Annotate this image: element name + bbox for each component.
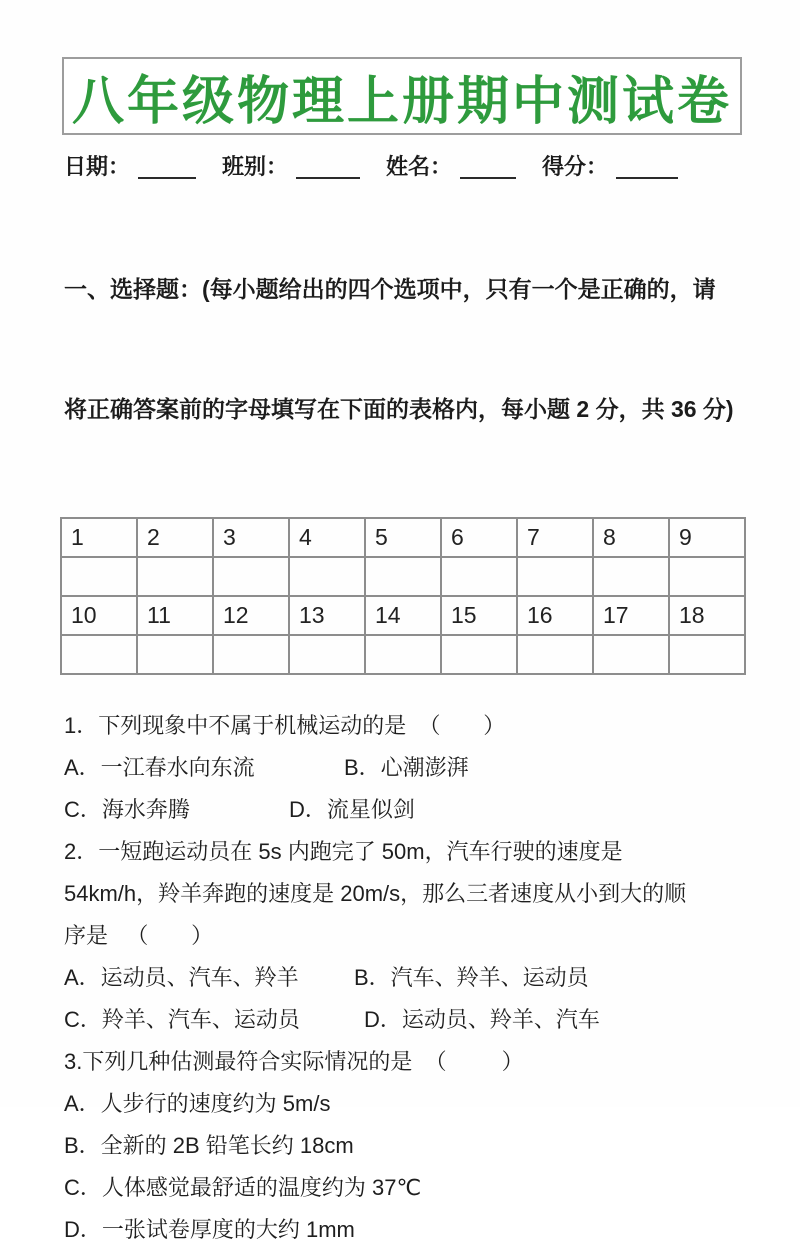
answer-number-cell: 3 xyxy=(213,518,289,557)
answer-blank-cell xyxy=(517,635,593,674)
answer-number-cell: 17 xyxy=(593,596,669,635)
exam-title-box xyxy=(62,57,742,135)
answer-blank-cell xyxy=(593,635,669,674)
answer-blank-cell xyxy=(61,557,137,596)
answer-number-cell: 6 xyxy=(441,518,517,557)
question-3-option-b: B．全新的 2B 铅笔长约 18cm xyxy=(64,1132,354,1158)
question-2-options-ab xyxy=(64,955,752,997)
section-heading-line-2: 将正确答案前的字母填写在下面的表格内，每小题 2 分，共 36 分) xyxy=(64,396,734,422)
answer-number-cell: 15 xyxy=(441,596,517,635)
section-heading-line-1: 一、选择题：(每小题给出的四个选项中，只有一个是正确的，请 xyxy=(64,276,716,302)
answer-blank-cell xyxy=(137,557,213,596)
answer-blank-cell xyxy=(593,557,669,596)
answer-number-cell: 14 xyxy=(365,596,441,635)
question-1-option-b: B．心潮澎湃 xyxy=(344,754,469,780)
answer-number-cell: 16 xyxy=(517,596,593,635)
question-3-option-c: C．人体感觉最舒适的温度约为 37℃ xyxy=(64,1174,422,1200)
answer-number-cell: 4 xyxy=(289,518,365,557)
name-blank xyxy=(460,155,516,179)
questions-section xyxy=(64,703,752,1249)
date-label: 日期： xyxy=(64,154,131,179)
answer-table-blank-row xyxy=(61,635,745,674)
question-3-stem: 3.下列几种估测最符合实际情况的是 （ ） xyxy=(64,1048,524,1074)
answer-blank-cell xyxy=(365,557,441,596)
answer-blank-cell xyxy=(669,635,745,674)
question-1-options-cd xyxy=(64,787,752,829)
answer-number-cell: 12 xyxy=(213,596,289,635)
answer-blank-cell xyxy=(213,557,289,596)
answer-blank-cell xyxy=(137,635,213,674)
answer-blank-cell xyxy=(441,635,517,674)
name-label: 姓名： xyxy=(386,154,453,179)
answer-blank-cell xyxy=(441,557,517,596)
section-heading xyxy=(64,189,744,509)
answer-blank-cell xyxy=(365,635,441,674)
class-blank xyxy=(296,155,360,179)
answer-table-blank-row xyxy=(61,557,745,596)
answer-number-cell: 2 xyxy=(137,518,213,557)
question-1-options-ab xyxy=(64,745,752,787)
question-1-option-a: A．一江春水向东流 xyxy=(64,754,255,780)
student-info-line xyxy=(64,150,800,181)
score-blank xyxy=(616,155,678,179)
question-1-option-d: D．流星似剑 xyxy=(289,796,415,822)
answer-number-cell: 1 xyxy=(61,518,137,557)
question-2-stem-line-2: 54km/h，羚羊奔跑的速度是 20m/s，那么三者速度从小到大的顺 xyxy=(64,880,687,906)
answer-blank-cell xyxy=(517,557,593,596)
class-label: 班别： xyxy=(222,154,289,179)
date-blank xyxy=(138,155,196,179)
answer-number-cell: 13 xyxy=(289,596,365,635)
question-2-stem-line-1: 2．一短跑运动员在 5s 内跑完了 50m，汽车行驶的速度是 xyxy=(64,838,623,864)
answer-table xyxy=(60,517,746,675)
answer-table-number-row xyxy=(61,596,745,635)
answer-number-cell: 8 xyxy=(593,518,669,557)
answer-number-cell: 9 xyxy=(669,518,745,557)
page-title: 八年级物理上册期中测试卷 xyxy=(71,72,732,131)
answer-number-cell: 11 xyxy=(137,596,213,635)
score-label: 得分： xyxy=(542,154,609,179)
answer-blank-cell xyxy=(213,635,289,674)
answer-number-cell: 18 xyxy=(669,596,745,635)
question-2-options-cd xyxy=(64,997,752,1039)
answer-blank-cell xyxy=(61,635,137,674)
answer-number-cell: 7 xyxy=(517,518,593,557)
question-1-option-c: C．海水奔腾 xyxy=(64,796,190,822)
answer-blank-cell xyxy=(289,635,365,674)
question-2-stem-line-3: 序是 （ ） xyxy=(64,922,214,948)
answer-number-cell: 5 xyxy=(365,518,441,557)
question-1-stem: 1．下列现象中不属于机械运动的是 （ ） xyxy=(64,712,506,738)
question-2-option-a: A．运动员、汽车、羚羊 xyxy=(64,964,299,990)
question-2-option-c: C．羚羊、汽车、运动员 xyxy=(64,1006,300,1032)
answer-number-cell: 10 xyxy=(61,596,137,635)
question-2-option-b: B．汽车、羚羊、运动员 xyxy=(354,964,589,990)
answer-table-number-row xyxy=(61,518,745,557)
answer-blank-cell xyxy=(669,557,745,596)
question-3-option-d: D．一张试卷厚度的大约 1mm xyxy=(64,1216,355,1242)
answer-blank-cell xyxy=(289,557,365,596)
question-3-option-a: A．人步行的速度约为 5m/s xyxy=(64,1090,331,1116)
question-2-option-d: D．运动员、羚羊、汽车 xyxy=(364,1006,600,1032)
